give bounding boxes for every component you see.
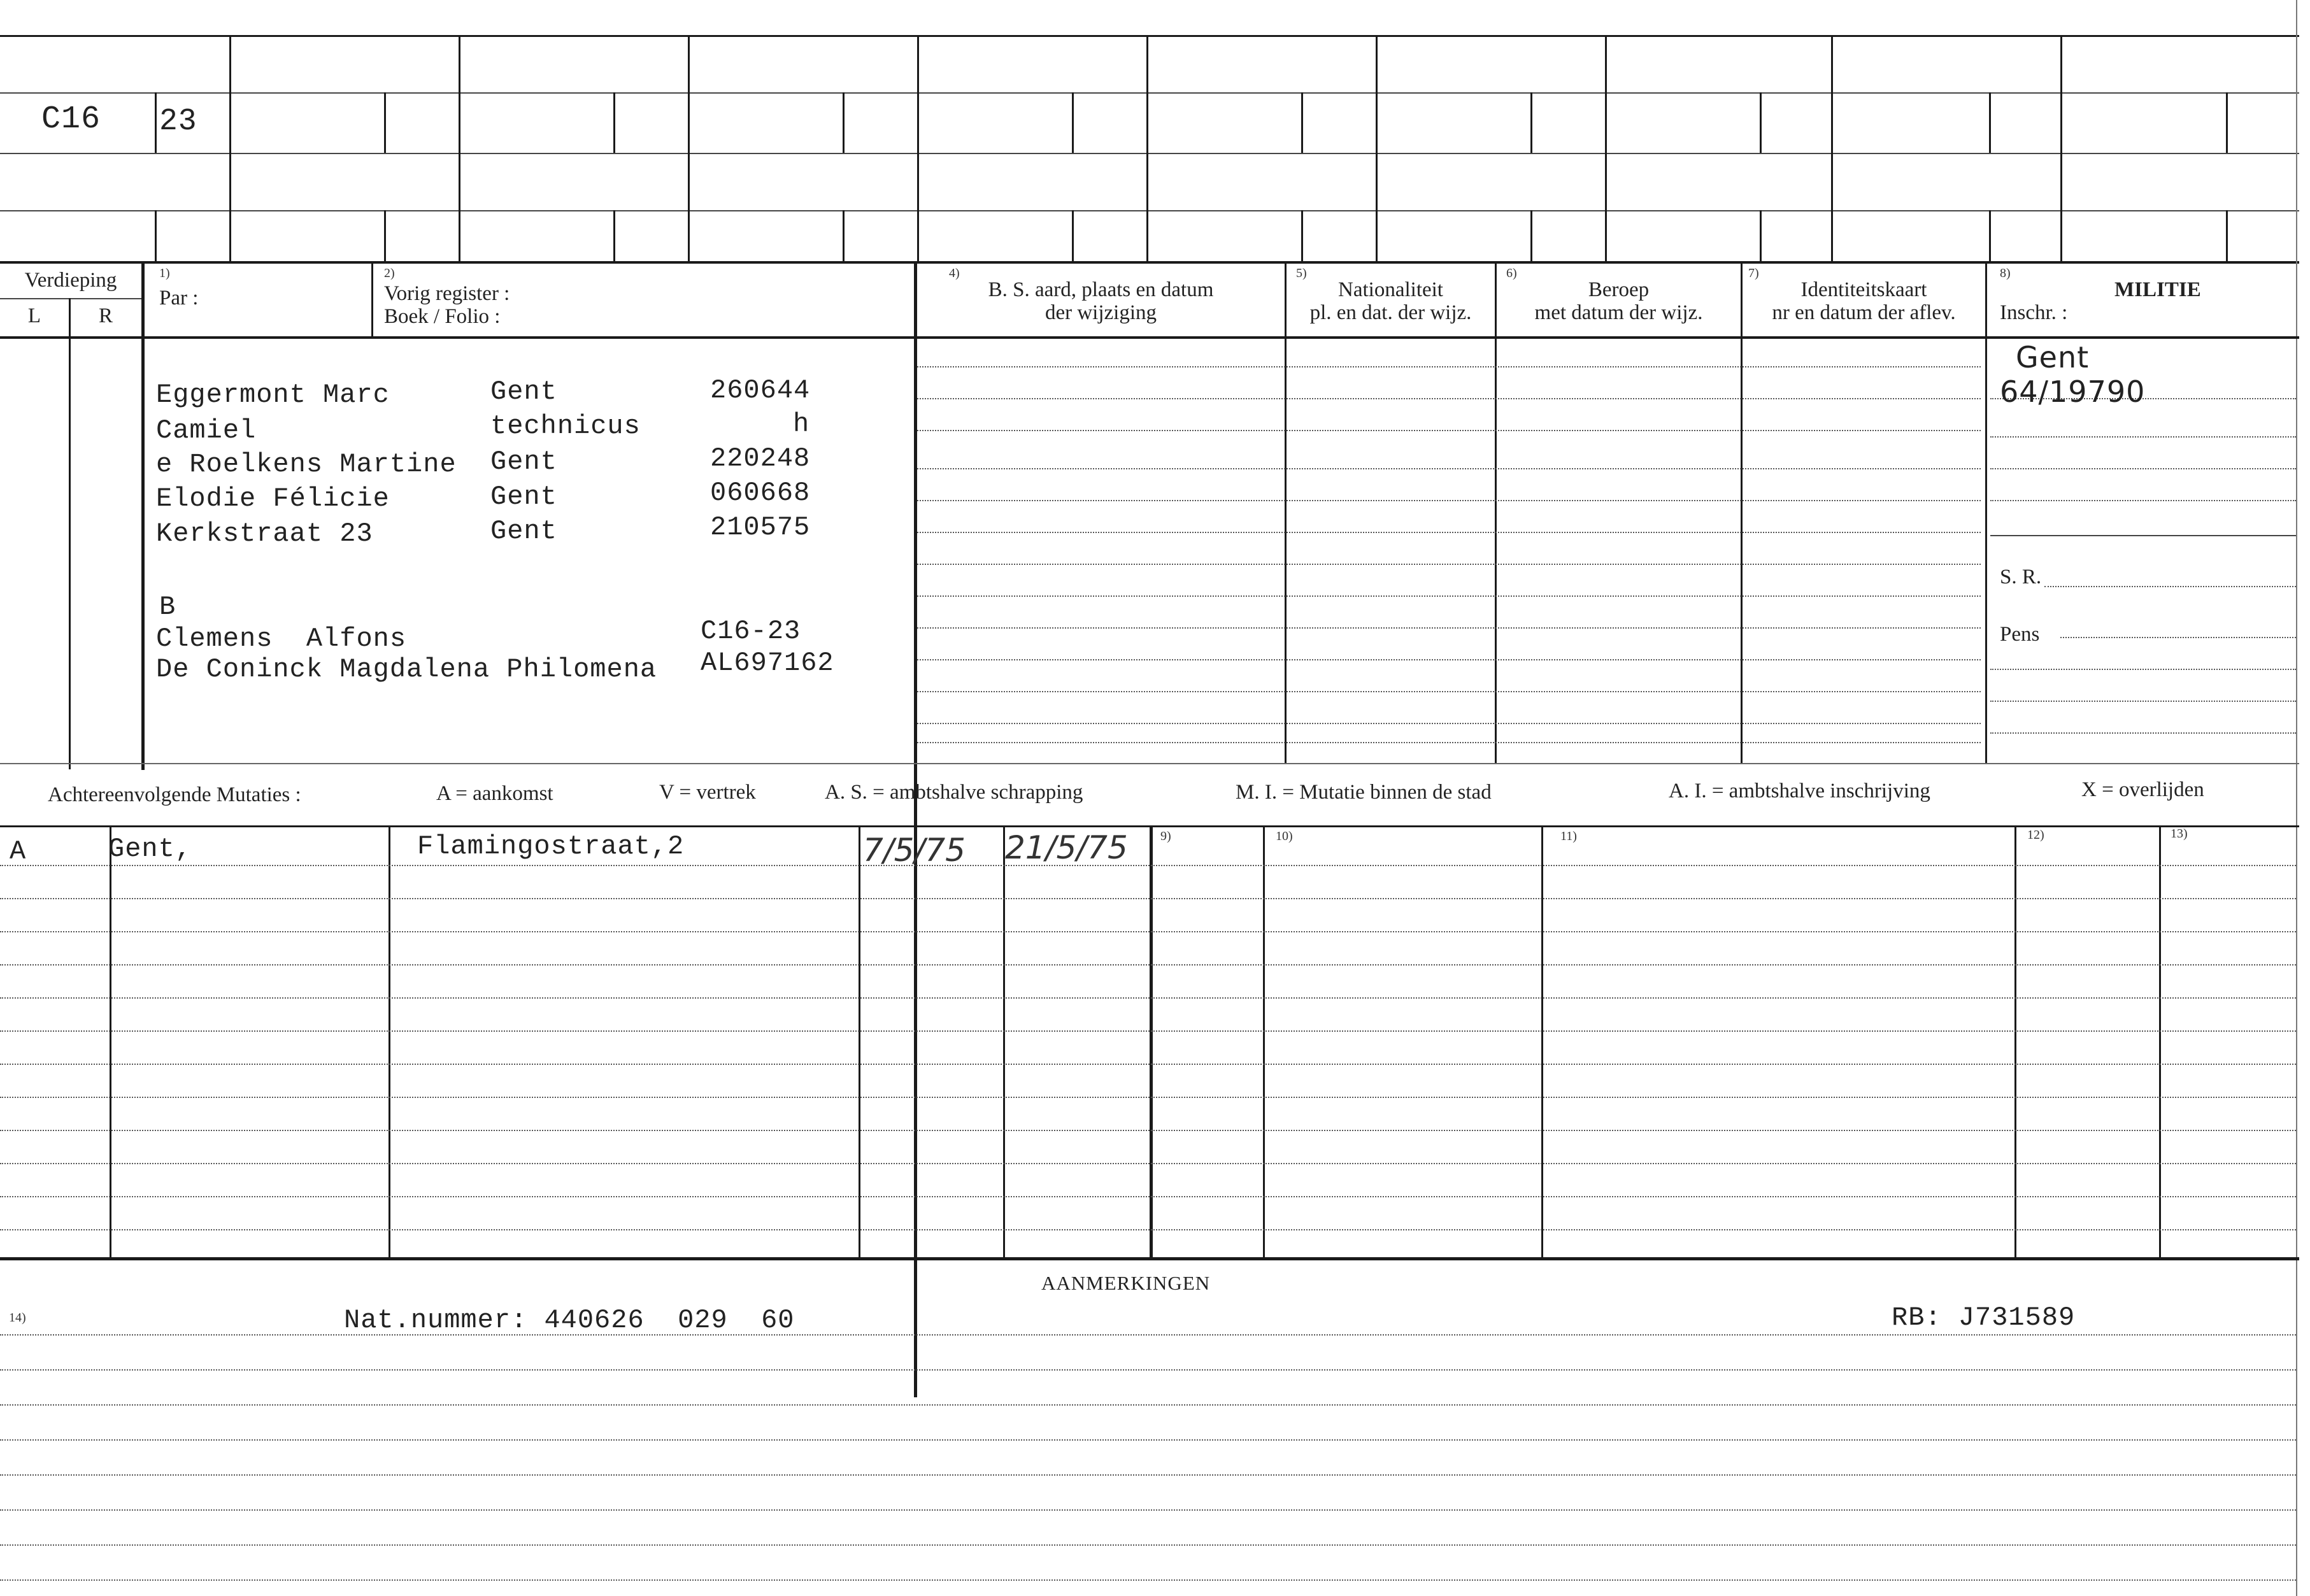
verdieping-label: Verdieping [24, 269, 117, 292]
vorig-register-label: Vorig register : [384, 282, 510, 305]
col9-number: 9) [1160, 829, 1171, 843]
col13-number: 13) [2171, 827, 2188, 841]
legend-mi: M. I. = Mutatie binnen de stad [1236, 781, 1492, 804]
father-ref: C16-23 [701, 616, 801, 646]
militie-place: Gent [2016, 340, 2090, 374]
l-label: L [27, 304, 41, 327]
r-label: R [98, 304, 113, 327]
inschr-label: Inschr. : [2000, 301, 2068, 324]
house-number-cell: 23 [159, 104, 197, 139]
person-job-mark: h [793, 409, 810, 439]
street-place: Gent [490, 516, 557, 546]
person-firstname2: Camiel [156, 415, 257, 446]
legend-title: Achtereenvolgende Mutaties : [48, 783, 301, 806]
code-cell: C16 [41, 101, 101, 138]
par-label: Par : [159, 287, 199, 310]
beroep-label-2: met datum der wijz. [1534, 301, 1703, 324]
nat-label-1: Nationaliteit [1338, 278, 1443, 301]
id-number: 7) [1748, 266, 1759, 280]
legend-ai: A. I. = ambtshalve inschrijving [1669, 780, 1930, 802]
mutation-date-to: 21/5/75 [1005, 829, 1128, 866]
mutation-type: A [10, 836, 27, 867]
legend-x: X = overlijden [2081, 778, 2204, 801]
nat-label-2: pl. en dat. der wijz. [1309, 301, 1472, 324]
legend-v: V = vertrek [659, 781, 756, 804]
b-mark: B [159, 592, 176, 622]
street-address: Kerkstraat 23 [156, 518, 373, 549]
rb-number: RB: J731589 [1892, 1302, 2076, 1333]
boek-folio-label: Boek / Folio : [384, 305, 501, 328]
pens-label: Pens [2000, 623, 2040, 646]
bs-label-2: der wijziging [1044, 301, 1157, 324]
street-date: 210575 [710, 512, 811, 543]
child-place: Gent [490, 481, 557, 512]
remarks-number: 14) [9, 1311, 26, 1325]
sr-label: S. R. [2000, 566, 2042, 588]
national-number: Nat.nummer: 440626 029 60 [344, 1305, 795, 1336]
militie-number: 64/19790 [2000, 374, 2146, 409]
father-name: Clemens Alfons [156, 623, 407, 654]
bs-number: 4) [949, 266, 960, 280]
mutation-date-from: 7/5/75 [863, 832, 966, 869]
vorig-number: 2) [384, 266, 395, 280]
nat-number: 5) [1296, 266, 1307, 280]
col12-number: 12) [2027, 828, 2044, 842]
mother-ref: AL697162 [701, 648, 834, 678]
person-job: technicus [490, 411, 641, 441]
person-birthplace: Gent [490, 376, 557, 407]
child-date: 060668 [710, 478, 811, 508]
col10-number: 10) [1276, 829, 1293, 843]
id-label-2: nr en datum der aflev. [1772, 301, 1956, 324]
spouse-place: Gent [490, 446, 557, 477]
beroep-label-1: Beroep [1588, 278, 1650, 301]
spouse-name: e Roelkens Martine [156, 449, 457, 480]
mother-name: De Coninck Magdalena Philomena [156, 654, 657, 685]
id-label-1: Identiteitskaart [1800, 278, 1927, 301]
person-name: Eggermont Marc [156, 380, 390, 410]
person-birthdate: 260644 [710, 375, 811, 406]
legend-as: A. S. = ambtshalve schrapping [825, 781, 1083, 804]
mutation-address: Flamingostraat,2 [417, 831, 685, 862]
remarks-title: AANMERKINGEN [1041, 1272, 1211, 1294]
bs-label-1: B. S. aard, plaats en datum [988, 278, 1214, 301]
beroep-number: 6) [1506, 266, 1517, 280]
spouse-date: 220248 [710, 443, 811, 474]
militie-number: 8) [2000, 266, 2011, 280]
mutation-city: Gent, [108, 834, 192, 864]
col11-number: 11) [1560, 829, 1577, 843]
legend-a: A = aankomst [436, 782, 553, 805]
militie-label: MILITIE [2114, 278, 2201, 301]
spouse-name-2: Elodie Félicie [156, 483, 390, 514]
par-number: 1) [159, 266, 170, 280]
